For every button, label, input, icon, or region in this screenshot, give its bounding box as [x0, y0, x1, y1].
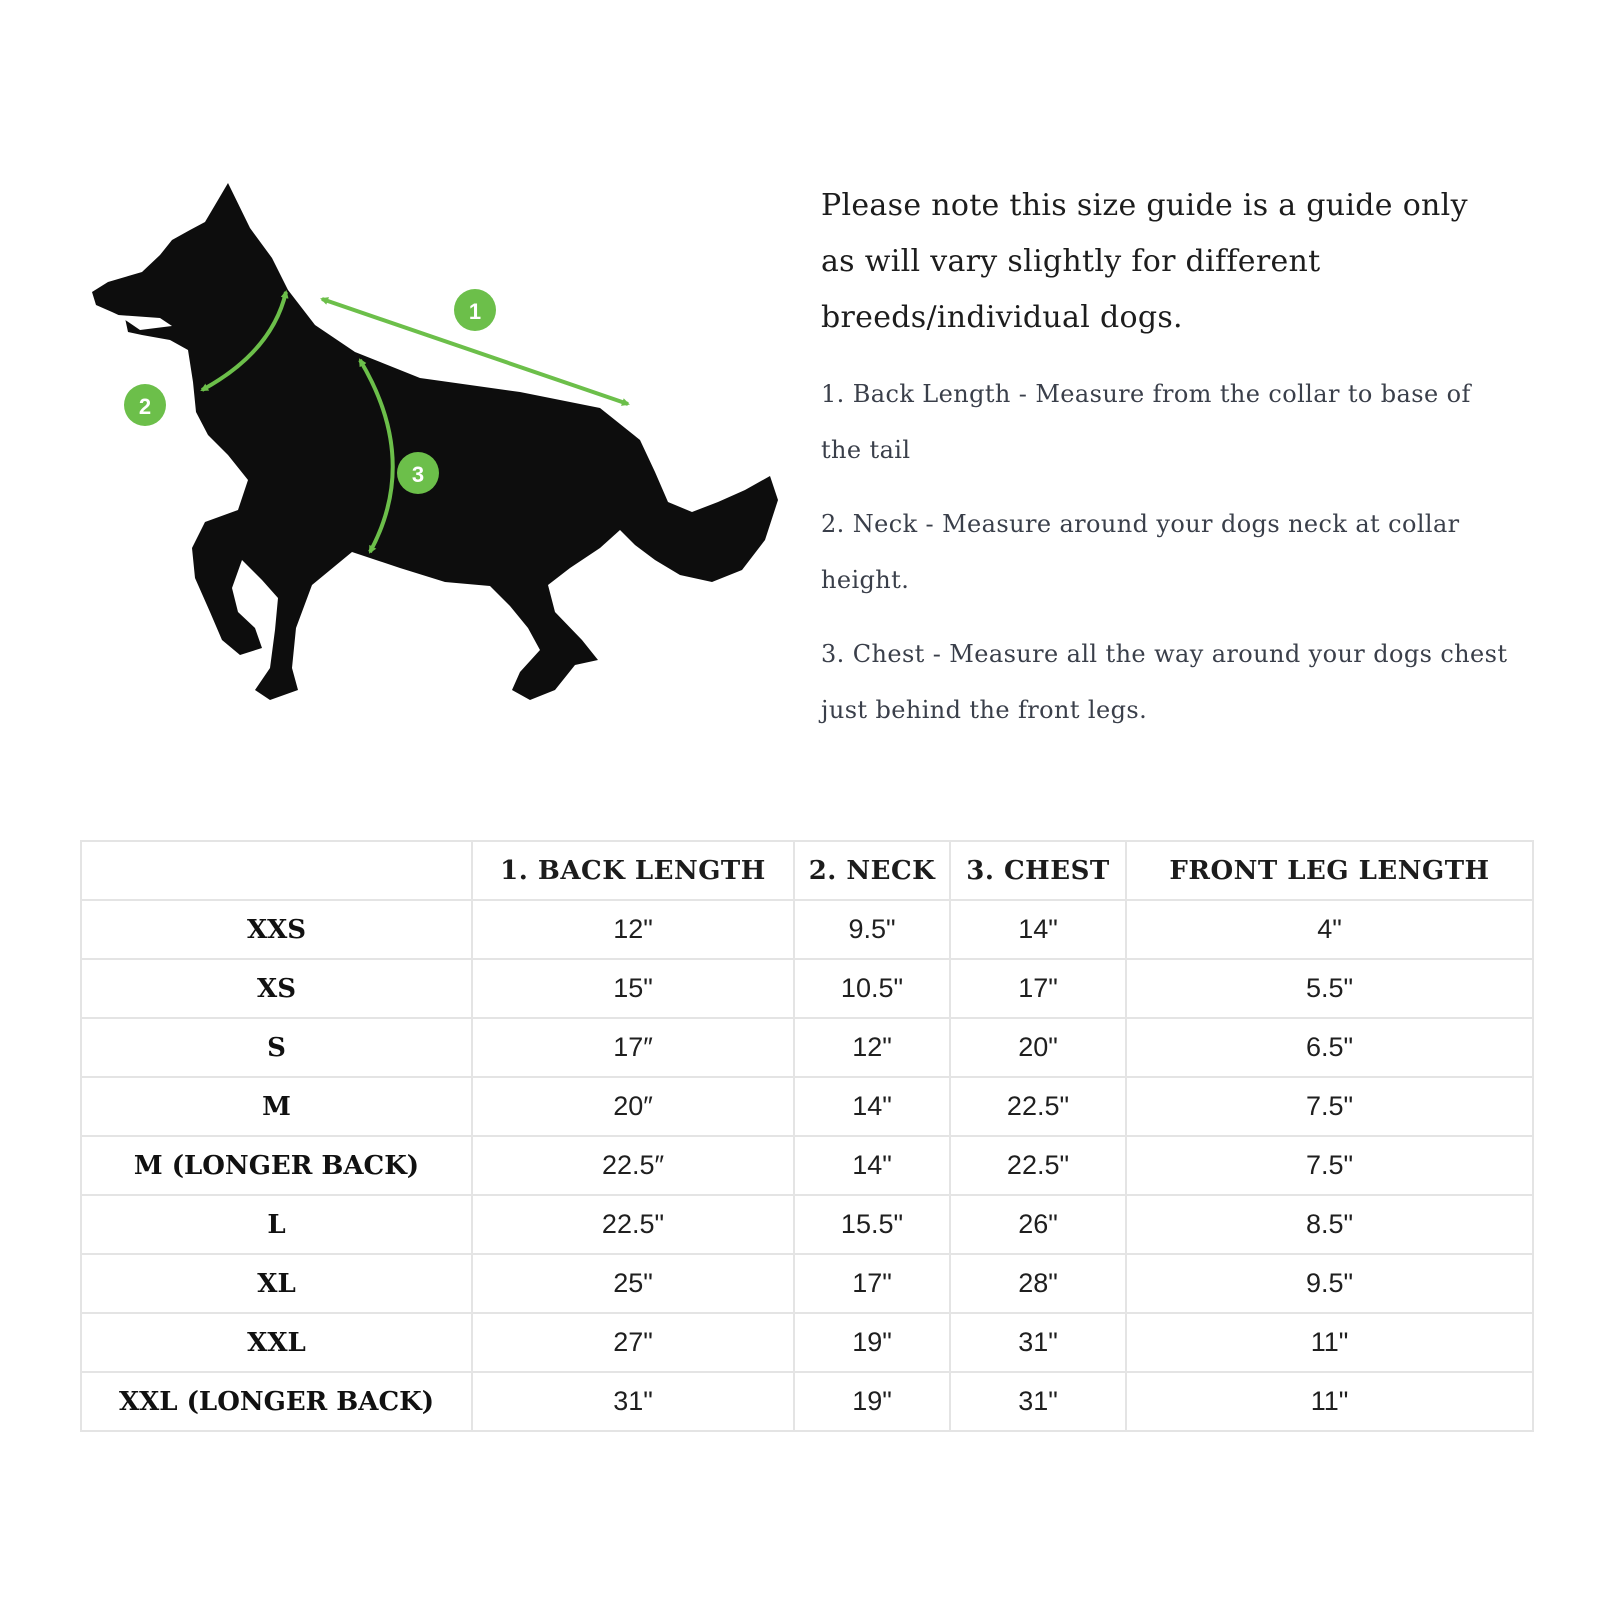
- size-chart-table: [80, 840, 1534, 1432]
- chest-cell: 17": [950, 959, 1126, 1018]
- dog-diagram-svg: [80, 170, 800, 730]
- neck-cell: 12": [794, 1018, 950, 1077]
- chest-cell: 28": [950, 1254, 1126, 1313]
- back-length-instruction: 1. Back Length - Measure from the collar to base of the tail: [821, 380, 1471, 464]
- marker-3: [397, 452, 439, 494]
- back-length-cell: 17″: [472, 1018, 794, 1077]
- size-label: M (LONGER BACK): [81, 1136, 472, 1195]
- back-length-cell: 15": [472, 959, 794, 1018]
- size-label: M: [81, 1077, 472, 1136]
- chest-cell: 22.5": [950, 1136, 1126, 1195]
- front-leg-cell: 5.5": [1126, 959, 1533, 1018]
- back-length-cell: 22.5": [472, 1195, 794, 1254]
- table-row: [81, 1077, 1533, 1136]
- neck-cell: 19": [794, 1313, 950, 1372]
- size-label: XXL (LONGER BACK): [81, 1372, 472, 1431]
- table-row: [81, 959, 1533, 1018]
- neck-cell: 15.5": [794, 1195, 950, 1254]
- header-front-leg-length: FRONT LEG LENGTH: [1126, 841, 1533, 900]
- front-leg-cell: 4": [1126, 900, 1533, 959]
- svg-text:1: 1: [468, 299, 482, 324]
- header-neck: 2. NECK: [794, 841, 950, 900]
- size-label: S: [81, 1018, 472, 1077]
- front-leg-cell: 11": [1126, 1372, 1533, 1431]
- chest-cell: 26": [950, 1195, 1126, 1254]
- table-row: [81, 1313, 1533, 1372]
- table-row: [81, 1195, 1533, 1254]
- header-size: [81, 841, 472, 900]
- chest-instruction: 3. Chest - Measure all the way around your dogs chest just behind the front legs.: [821, 640, 1508, 724]
- table-header-row: [81, 841, 1533, 900]
- back-length-cell: 31": [472, 1372, 794, 1431]
- chest-cell: 20": [950, 1018, 1126, 1077]
- neck-cell: 14": [794, 1136, 950, 1195]
- table-row: [81, 1254, 1533, 1313]
- size-label: XS: [81, 959, 472, 1018]
- table-row: [81, 1372, 1533, 1431]
- front-leg-cell: 11": [1126, 1313, 1533, 1372]
- back-length-cell: 25": [472, 1254, 794, 1313]
- svg-text:3: 3: [411, 462, 425, 487]
- back-length-cell: 22.5″: [472, 1136, 794, 1195]
- header-chest: 3. CHEST: [950, 841, 1126, 900]
- neck-cell: 14": [794, 1077, 950, 1136]
- neck-cell: 19": [794, 1372, 950, 1431]
- table-row: [81, 900, 1533, 959]
- front-leg-cell: 7.5": [1126, 1136, 1533, 1195]
- size-label: XL: [81, 1254, 472, 1313]
- neck-cell: 17": [794, 1254, 950, 1313]
- front-leg-cell: 7.5": [1126, 1077, 1533, 1136]
- marker-2: [124, 384, 166, 426]
- neck-cell: 10.5": [794, 959, 950, 1018]
- size-label: XXL: [81, 1313, 472, 1372]
- front-leg-cell: 8.5": [1126, 1195, 1533, 1254]
- svg-text:2: 2: [138, 394, 152, 419]
- header-back-length: 1. BACK LENGTH: [472, 841, 794, 900]
- back-length-cell: 12": [472, 900, 794, 959]
- dog-measurement-diagram: [80, 170, 800, 730]
- chest-cell: 22.5": [950, 1077, 1126, 1136]
- dog-silhouette: [92, 183, 778, 700]
- size-guide-disclaimer: Please note this size guide is a guide only as will vary slightly for different breeds/individual dogs.: [821, 188, 1468, 335]
- neck-instruction: 2. Neck - Measure around your dogs neck at collar height.: [821, 510, 1460, 594]
- size-label: XXS: [81, 900, 472, 959]
- chest-cell: 31": [950, 1372, 1126, 1431]
- front-leg-cell: 6.5": [1126, 1018, 1533, 1077]
- marker-1: [454, 289, 496, 331]
- chest-cell: 14": [950, 900, 1126, 959]
- back-length-cell: 27": [472, 1313, 794, 1372]
- back-length-cell: 20″: [472, 1077, 794, 1136]
- chest-cell: 31": [950, 1313, 1126, 1372]
- neck-cell: 9.5": [794, 900, 950, 959]
- front-leg-cell: 9.5": [1126, 1254, 1533, 1313]
- measurement-notes: [821, 178, 1511, 738]
- table-row: [81, 1136, 1533, 1195]
- table-row: [81, 1018, 1533, 1077]
- size-label: L: [81, 1195, 472, 1254]
